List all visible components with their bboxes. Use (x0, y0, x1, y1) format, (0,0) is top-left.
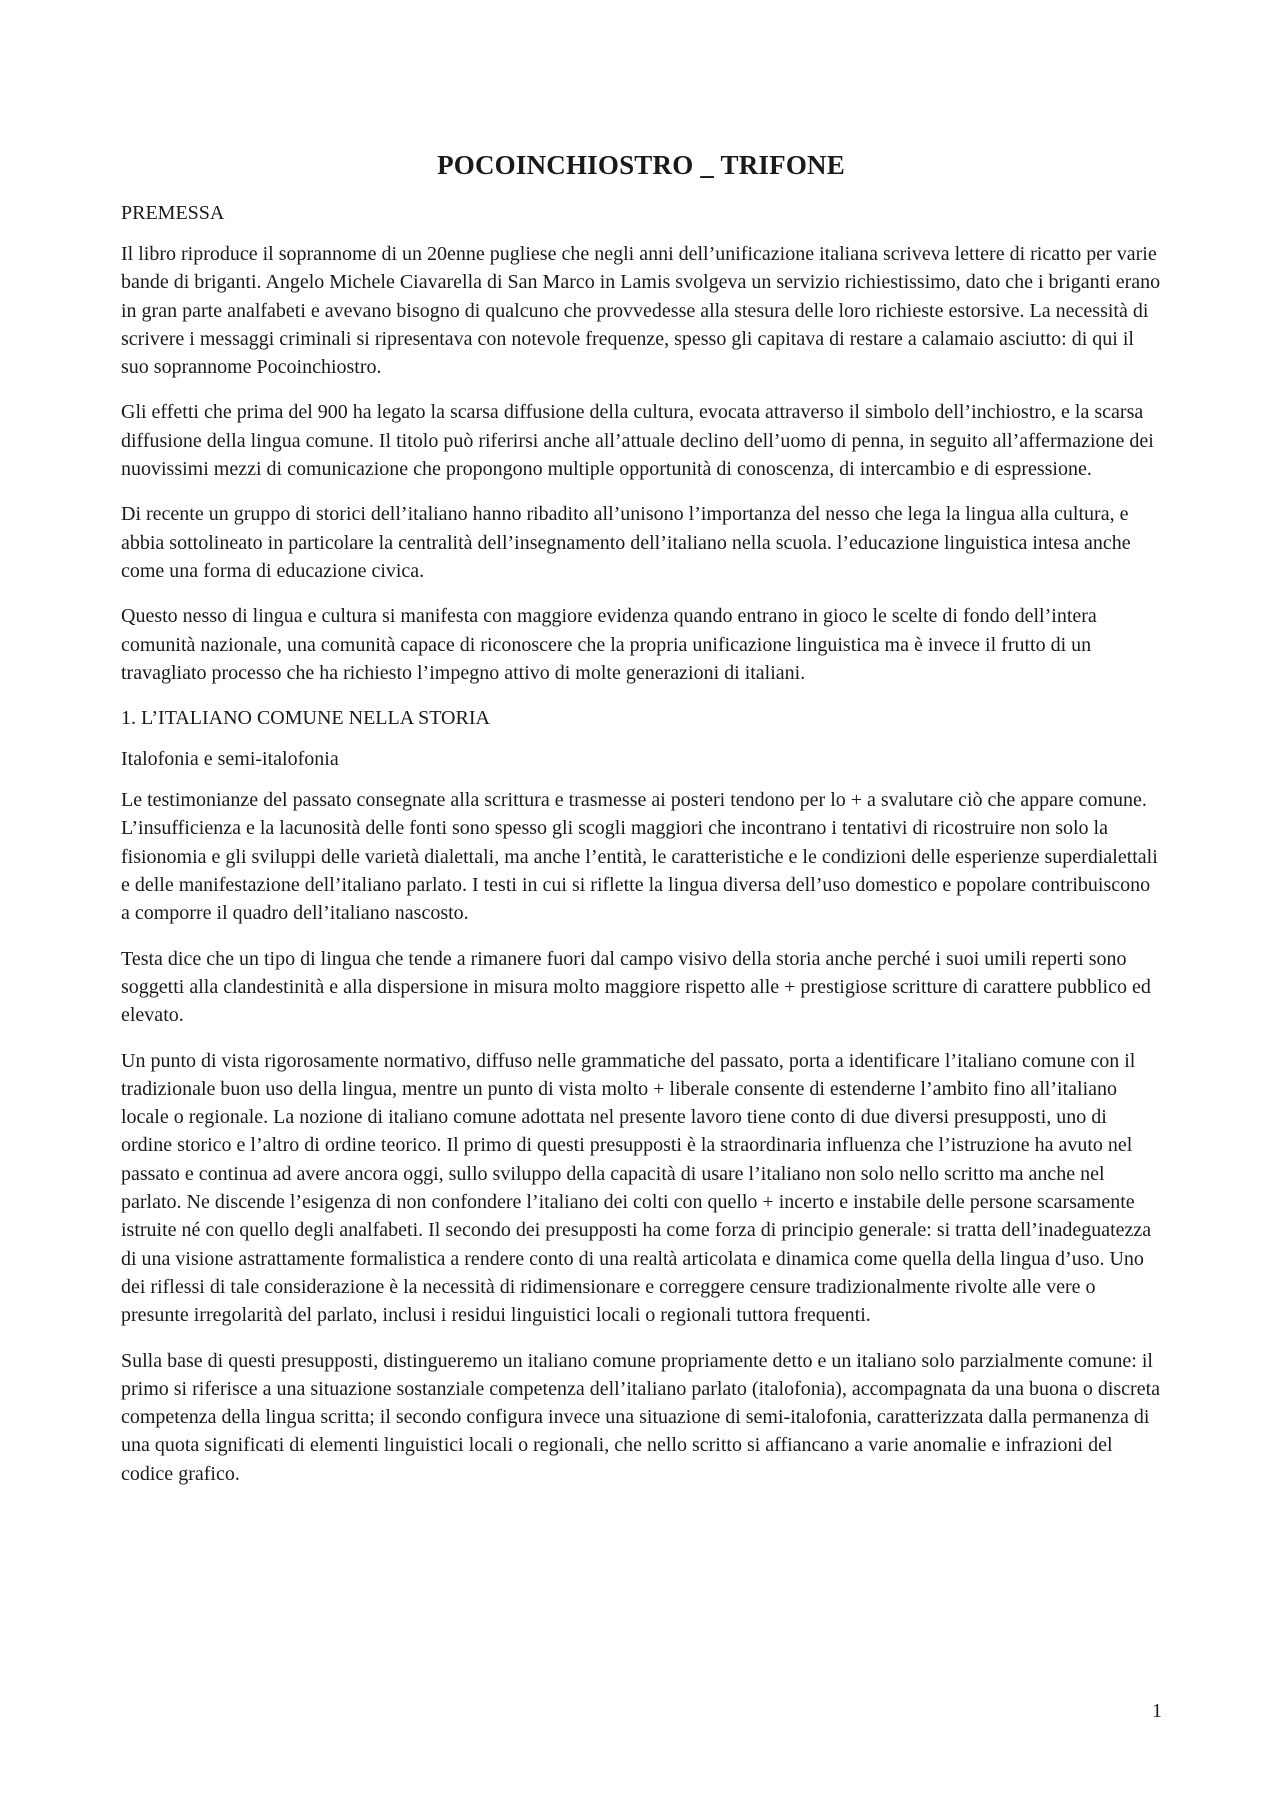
paragraph: Testa dice che un tipo di lingua che tende a rimanere fuori dal campo visivo della storia anche perché i suoi umili reperti sono soggetti alla clandestinità e alla dispersione in misura molto maggiore rispetto alle + prestigiose scritture di carattere pubblico ed elevato. (121, 947, 1151, 1027)
paragraph: Gli effetti che prima del 900 ha legato la scarsa diffusione della cultura, evocata attraverso il simbolo dell’inchiostro, e la scarsa diffusione della lingua comune. Il titolo può riferirsi anche all’attuale declino dell’uomo di penna, in seguito all’affermazione dei nuovissimi mezzi di comunicazione che propongono multiple opportunità di conoscenza, di intercambio e di espressione. (121, 401, 1154, 481)
paragraph: Sulla base di questi presupposti, distingueremo un italiano comune propriamente detto e un italiano solo parzialmente comune: il primo si riferisce a una situazione sostanziale competenza dell’italiano parlato (italofonia), accompagnata da una buona o discreta competenza della lingua scritta; il secondo configura invece una situazione di semi-italofonia, caratterizzata dalla permanenza di una quota significati di elementi linguistici locali o regionali, che nello scritto si affiancano a varie anomalie e infrazioni del codice grafico. (121, 1349, 1161, 1485)
subsection-heading: Italofonia e semi-italofonia (121, 748, 339, 771)
document-page (121, 150, 1161, 1505)
paragraph: Un punto di vista rigorosamente normativo, diffuso nelle grammatiche del passato, porta a identificare l’italiano comune con il tradizionale buon uso della lingua, mentre un punto di vista molto + liberale consente di estenderne l’ambito fino all’italiano locale o regionale. La nozione di italiano comune adottata nel presente lavoro tiene conto di due diversi presupposti, uno di ordine storico e l’altro di ordine teorico. Il primo di questi presupposti è la straordinaria influenza che l’istruzione ha avuto nel passato e continua ad avere ancora oggi, sullo sviluppo della capacità di usare l’italiano non solo nello scritto ma anche nel parlato. Ne discende l’esigenza di non confondere l’italiano dei colti con quello + incerto e instabile delle persone scarsamente istruite né con quello degli analfabeti. Il secondo dei presupposti ha come forza di principio generale: si tratta dell’inadeguatezza di una visione astrattamente formalistica a rendere conto di una realtà articolata e dinamica come quella della lingua d’uso. Uno dei riflessi di tale considerazione è la necessità di ridimensionare e correggere censure tradizionalmente rivolte alle vere o presunte irregolarità del parlato, inclusi i residui linguistici locali o regionali tuttora frequenti. (121, 1049, 1152, 1327)
paragraph: Il libro riproduce il soprannome di un 20enne pugliese che negli anni dell’unificazione italiana scriveva lettere di ricatto per varie bande di briganti. Angelo Michele Ciavarella di San Marco in Lamis svolgeva un servizio richiestissimo, dato che i briganti erano in gran parte analfabeti e avevano bisogno di qualcuno che provvedesse alla stesura delle loro richieste estorsive. La necessità di scrivere i messaggi criminali si ripresentava con notevole frequenze, spesso gli capitava di restare a calamaio asciutto: di qui il suo soprannome Pocoinchiostro. (121, 243, 1161, 379)
section-label-premessa: PREMESSA (121, 202, 225, 224)
paragraph: Questo nesso di lingua e cultura si manifesta con maggiore evidenza quando entrano in gioco le scelte di fondo dell’intera comunità nazionale, una comunità capace di riconoscere che la propria unificazione linguistica ma è invece il frutto di un travagliato processo che ha richiesto l’impegno attivo di molte generazioni di italiani. (121, 605, 1097, 684)
document-title: POCOINCHIOSTRO _ TRIFONE (437, 150, 845, 180)
paragraph: Di recente un gruppo di storici dell’italiano hanno ribadito all’unisono l’importanza del nesso che lega la lingua alla cultura, e abbia sottolineato in particolare la centralità dell’insegnamento dell’italiano nella scuola. l’educazione linguistica intesa anche come una forma di educazione civica. (121, 503, 1131, 582)
page-number: 1 (1152, 1700, 1162, 1722)
paragraph: Le testimonianze del passato consegnate alla scrittura e trasmesse ai posteri tendono per lo + a svalutare ciò che appare comune. L’insufficienza e la lacunosità delle fonti sono spesso gli scogli maggiori che incontrano i tentativi di ricostruire non solo la fisionomia e gli sviluppi delle varietà dialettali, ma anche l’entità, le caratteristiche e le condizioni delle esperienze superdialettali e delle manifestazione dell’italiano parlato. I testi in cui si riflette la lingua diversa dell’uso domestico e popolare contribuiscono a comporre il quadro dell’italiano nascosto. (121, 789, 1158, 925)
chapter-heading: 1. L’ITALIANO COMUNE NELLA STORIA (121, 707, 490, 730)
